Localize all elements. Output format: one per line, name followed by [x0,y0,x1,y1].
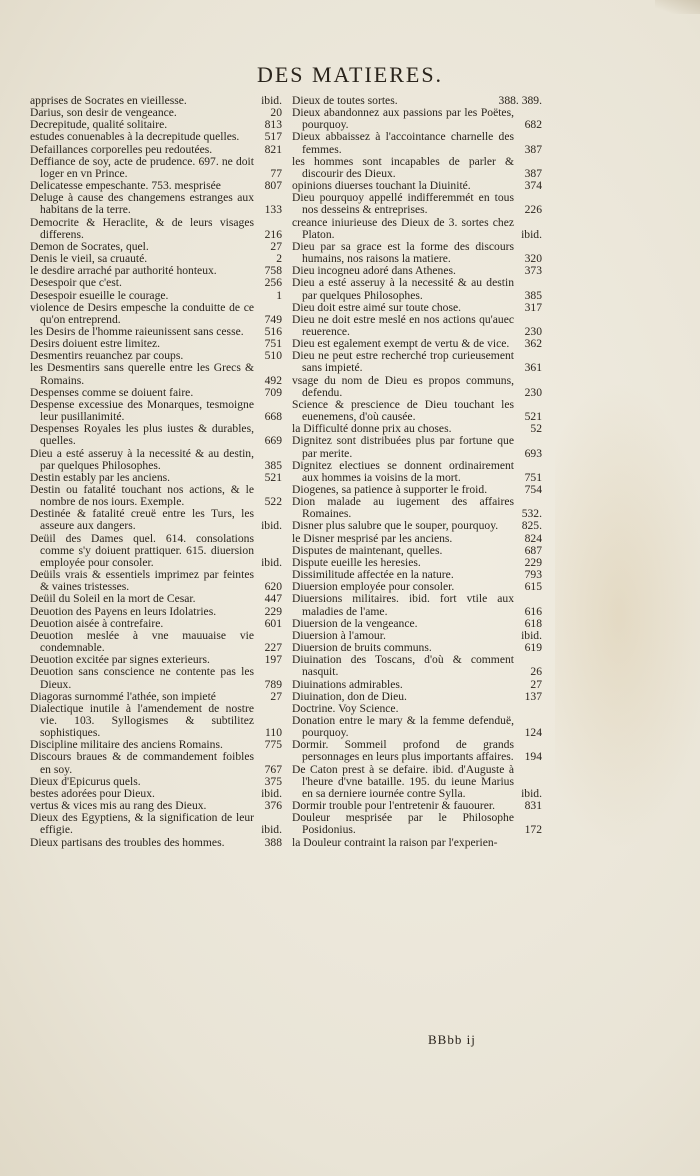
entry-text: Donation entre le mary & la femme defenduë, pourquoy. [292,713,514,740]
entry-page-number: 821 [264,142,282,156]
index-entry [30,302,282,326]
entry-page-number: 620 [264,580,282,594]
index-entry [292,837,542,849]
entry-text: Dieu pourquoy appellé indifferemmét en tous nos desseins & entreprises. [292,191,514,217]
index-entry [30,751,282,775]
entry-text: Destin ou fatalité touchant nos actions, & le nombre de nos iours. Exemple. [30,483,254,509]
entry-page-number: 521 [524,410,542,424]
entry-text: Denis le vieil, sa cruauté. [30,252,148,266]
entry-text: Decrepitude, qualité solitaire. [30,118,168,132]
entry-text: vertus & vices mis au rang des Dieux. [30,799,207,813]
entry-text: Darius, son desir de vengeance. [30,106,177,120]
index-entry [292,375,542,399]
entry-page-number: 256 [264,276,282,290]
entry-text: Desespoir esueille le courage. [30,288,169,302]
entry-text: bestes adorées pour Dieux. [30,786,155,800]
index-entry [30,630,282,654]
index-entry [292,739,542,763]
entry-page-number: 618 [524,616,542,630]
entry-text: Dignitez sont distribuées plus par fortune que par merite. [292,434,514,460]
page-corner-fold [655,0,700,14]
entry-text: les hommes sont incapables de parler & discourir des Dieux. [292,154,514,180]
entry-page-number: 362 [524,337,542,351]
entry-text: Despenses comme se doiuent faire. [30,385,194,399]
entry-text: Defaillances corporelles peu redoutées. [30,142,213,156]
entry-page-number: 230 [524,385,542,399]
entry-page-number: 110 [265,726,282,740]
entry-page-number: 615 [524,580,542,594]
entry-page-number: 813 [264,118,282,132]
entry-text: Diuersion employée pour consoler. [292,580,455,594]
entry-page-number: 758 [264,264,282,278]
entry-text: Delicatesse empeschante. 753. mesprisée [30,179,221,193]
entry-page-number: 320 [524,252,542,266]
entry-page-number: 522 [264,495,282,509]
entry-text: Diuination des Toscans, d'où & comment nasquit. [292,653,514,679]
entry-text: Desirs doiuent estre limitez. [30,337,161,351]
index-entry [292,764,542,800]
index-column-right [292,95,542,849]
entry-page-number: 27 [270,239,282,253]
index-entry [30,569,282,593]
running-head: DES MATIERES. [256,62,444,87]
entry-text: Diuersion de la vengeance. [292,616,418,630]
entry-page-number: 749 [264,312,282,326]
entry-page-number: 27 [530,677,542,691]
entry-page-number: 616 [524,604,542,618]
entry-page-number: 227 [264,641,282,655]
entry-text: Dieu a esté asseruy à la necessité & au destin par quelques Philosophes. [292,276,514,302]
entry-page-number: 601 [264,616,282,630]
entry-page-number: 751 [264,337,282,351]
index-entry [30,812,282,836]
entry-text: Diuersion de bruits communs. [292,641,432,655]
entry-text: De Caton prest à se defaire. ibid. d'Auguste à l'heure d'vne bataille. 195. du ieune Marius en sa derniere iournée contre Sylla. [292,762,514,800]
index-entry [292,812,542,836]
index-entry [30,156,282,180]
entry-text: Destinée & fatalité creuë entre les Turs, les asseure aux dangers. [30,507,254,533]
entry-text: Dieu doit estre aimé sur toute chose. [292,300,462,314]
entry-text: Dieux d'Epicurus quels. [30,774,141,788]
entry-text: Desespoir que c'est. [30,276,122,290]
entry-page-number: 124 [524,726,542,740]
entry-page-number: 831 [524,799,542,813]
entry-text: Deüil des Dames quel. 614. consolations comme s'y doiuent prattiquer. 615. diuersion employée pour consoler. [30,531,254,569]
entry-text: Despenses Royales les plus iustes & durables, quelles. [30,422,254,448]
entry-text: Deluge à cause des changemens estranges aux habitans de la terre. [30,191,254,217]
index-entry [292,715,542,739]
entry-page-number: ibid. [261,94,282,107]
index-entry [292,496,542,520]
entry-page-number: 447 [264,592,282,606]
index-entry [30,423,282,447]
entry-text: Diuinations admirables. [292,677,403,691]
entry-text: vsage du nom de Dieu es propos communs, defendu. [292,373,514,399]
entry-text: Science & prescience de Dieu touchant les euenemens, d'où causée. [292,397,514,424]
entry-page-number: ibid. [261,823,282,837]
entry-page-number: 532. [521,507,542,521]
entry-text: Dieux partisans des troubles des hommes. [30,835,225,849]
index-entry [292,593,542,617]
entry-text: Dieux de toutes sortes. [292,94,398,107]
entry-page-number: ibid. [261,555,282,569]
entry-text: opinions diuerses touchant la Diuinité. [292,179,471,193]
entry-text: Dieux abbaissez à l'accointance charnelle des femmes. [292,130,514,156]
entry-page-number: 754 [524,483,542,496]
entry-text: estudes conuenables à la decrepitude quelles. [30,130,240,144]
index-entry [30,362,282,386]
entry-page-number: 374 [524,179,542,193]
entry-page-number: 824 [524,531,542,545]
entry-text: Deüil du Soleil en la mort de Cesar. [30,592,196,606]
entry-text: le desdire arraché par authorité honteux. [30,264,217,278]
water-stain [555,380,700,850]
index-entry [30,508,282,532]
entry-page-number: 226 [524,203,542,217]
entry-text: apprises de Socrates en vieillesse. [30,94,187,107]
entry-text: Dieu est egalement exempt de vertu & de vice. [292,337,510,351]
index-entry [30,703,282,739]
entry-page-number: 375 [264,774,282,788]
entry-page-number: 492 [264,373,282,387]
index-entry [30,217,282,241]
entry-page-number: 216 [264,227,282,241]
entry-page-number: 709 [264,385,282,399]
entry-text: Desmentirs reuanchez par coups. [30,349,184,363]
entry-page-number: 751 [524,470,542,484]
index-entry [292,435,542,459]
entry-page-number: 137 [524,689,542,703]
entry-text: Douleur mesprisée par le Philosophe Posidonius. [292,811,514,837]
signature-mark: BBbb ij [428,1032,476,1047]
index-entry [30,399,282,423]
entry-text: Dieu incogneu adoré dans Athenes. [292,264,456,278]
entry-page-number: 77 [270,166,282,180]
entry-page-number: 376 [264,799,282,813]
entry-page-number: 385 [524,288,542,302]
entry-page-number: ibid. [521,227,542,241]
entry-text: Disner plus salubre que le souper, pourquoy. [292,519,499,533]
index-column-left [30,95,282,849]
entry-page-number: 668 [264,410,282,424]
index-entry [292,314,542,338]
entry-page-number: 230 [524,324,542,338]
entry-page-number: 619 [524,641,542,655]
index-entry [30,192,282,216]
index-entry [30,533,282,569]
entry-text: Dignitez electiues se donnent ordinairement aux hommes ia voisins de la mort. [292,458,514,484]
entry-page-number: 52 [530,422,542,436]
entry-text: Deuotion aisée à contrefaire. [30,616,164,630]
entry-page-number: 669 [264,434,282,448]
entry-page-number: 373 [524,264,542,278]
index-entry [292,107,542,131]
entry-text: Dieux abandonnez aux passions par les Poëtes, pourquoy. [292,106,514,132]
entry-text: Dieu ne peut estre recherché trop curieusement sans impieté. [292,349,514,375]
entry-page-number: 2 [276,252,282,266]
entry-text: Dormir. Sommeil profond de grands personnages en leurs plus importants affaires. [292,738,514,764]
entry-page-number: 775 [264,738,282,752]
entry-page-number: 807 [264,179,282,193]
entry-page-number: 767 [264,762,282,776]
entry-page-number: 317 [524,300,542,314]
entry-page-number: 510 [264,349,282,363]
entry-page-number: 388. 389. [498,94,542,107]
entry-page-number: 385 [264,458,282,472]
entry-text: Deüils vrais & essentiels imprimez par feintes & vaines tristesses. [30,568,254,594]
entry-text: Deuotion meslée à vne mauuaise vie condemnable. [30,628,254,655]
index-entry [30,448,282,472]
entry-page-number: 825. [521,519,542,533]
entry-page-number: 133 [264,203,282,217]
entry-page-number: 1 [276,288,282,302]
entry-text: Deffiance de soy, acte de prudence. 697. ne doit loger en vn Prince. [30,154,254,180]
entry-page-number: 517 [264,130,282,144]
entry-page-number: 229 [264,604,282,618]
index-entry [30,666,282,690]
entry-page-number: ibid. [521,628,542,642]
entry-text: Dieu a esté asseruy à la necessité & au destin, par quelques Philosophes. [30,446,254,472]
entry-page-number: 516 [264,324,282,338]
entry-page-number: 793 [524,568,542,582]
entry-text: Dieux des Egyptiens, & la signification de leur effigie. [30,811,254,837]
index-entry [292,241,542,265]
entry-page-number: 229 [524,555,542,569]
entry-text: le Disner mesprisé par les anciens. [292,531,453,545]
entry-text: Diogenes, sa patience à supporter le froid. [292,483,488,496]
entry-text: Dion malade au iugement des affaires Romaines. [292,495,514,521]
entry-text: les Desmentirs sans querelle entre les Grecs & Romains. [30,361,254,387]
index-entry [292,156,542,180]
entry-text: Deuotion sans conscience ne contente pas les Dieux. [30,665,254,691]
entry-page-number: 682 [524,118,542,132]
entry-page-number: 20 [270,106,282,120]
entry-page-number: 387 [524,142,542,156]
entry-page-number: 27 [270,689,282,703]
entry-text: Diuersion à l'amour. [292,628,386,642]
entry-text: Diagoras surnommé l'athée, son impieté [30,689,216,703]
entry-page-number: 388 [264,835,282,849]
entry-text: creance iniurieuse des Dieux de 3. sortes chez Platon. [292,215,514,241]
entry-text: la Douleur contraint la raison par l'experien- [292,835,498,849]
entry-page-number: 789 [264,677,282,691]
entry-page-number: 521 [264,470,282,484]
entry-text: Deuotion excitée par signes exterieurs. [30,653,210,667]
entry-page-number: 361 [524,361,542,375]
index-entry [292,460,542,484]
entry-page-number: ibid. [521,786,542,800]
entry-text: Destin estably par les anciens. [30,470,171,484]
entry-text: Discipline militaire des anciens Romains. [30,738,223,752]
entry-text: Deuotion des Payens en leurs Idolatries. [30,604,217,618]
index-entry [292,277,542,301]
index-entry [292,217,542,241]
index-entry [30,837,282,849]
entry-page-number: 387 [524,166,542,180]
entry-page-number: 687 [524,543,542,557]
entry-text: les Desirs de l'homme raieunissent sans cesse. [30,324,244,338]
index-entry [292,399,542,423]
entry-page-number: ibid. [261,786,282,800]
entry-page-number: 26 [530,665,542,679]
entry-text: Dispute eueille les heresies. [292,555,421,569]
entry-text: Disputes de maintenant, quelles. [292,543,443,557]
entry-text: Despense excessiue des Monarques, tesmoigne leur pusillanimité. [30,397,254,424]
index-entry [292,350,542,374]
entry-text: Discours braues & de commandement foibles en soy. [30,750,254,776]
entry-text: Dialectique inutile à l'amendement de nostre vie. 103. Syllogismes & subtilitez sophistiques. [30,701,254,740]
entry-page-number: 194 [524,750,542,764]
entry-page-number: 172 [524,823,542,837]
entry-text: Dormir trouble pour l'entretenir & fauourer. [292,799,495,813]
index-entry [292,131,542,155]
entry-text: Dieu ne doit estre meslé en nos actions qu'auec reuerence. [292,312,514,338]
entry-text: Democrite & Heraclite, & de leurs visages differens. [30,215,254,241]
entry-text: Diuination, don de Dieu. [292,689,407,703]
entry-text: Demon de Socrates, quel. [30,239,149,253]
index-entry [30,484,282,508]
entry-text: Dissimilitude affectée en la nature. [292,568,454,582]
entry-page-number: 197 [264,653,282,667]
entry-text: la Difficulté donne prix au choses. [292,422,452,436]
entry-page-number: ibid. [261,519,282,533]
entry-text: Diuersions militaires. ibid. fort vtile aux maladies de l'ame. [292,592,514,618]
entry-text: violence de Desirs empesche la conduitte de ce qu'on entreprend. [30,300,254,326]
index-entry [292,192,542,216]
index-entry [292,654,542,678]
entry-text: Dieu par sa grace est la forme des discours humains, nos raisons la matiere. [292,239,514,266]
entry-text: Doctrine. Voy Science. [292,701,399,715]
entry-page-number: 693 [524,446,542,460]
